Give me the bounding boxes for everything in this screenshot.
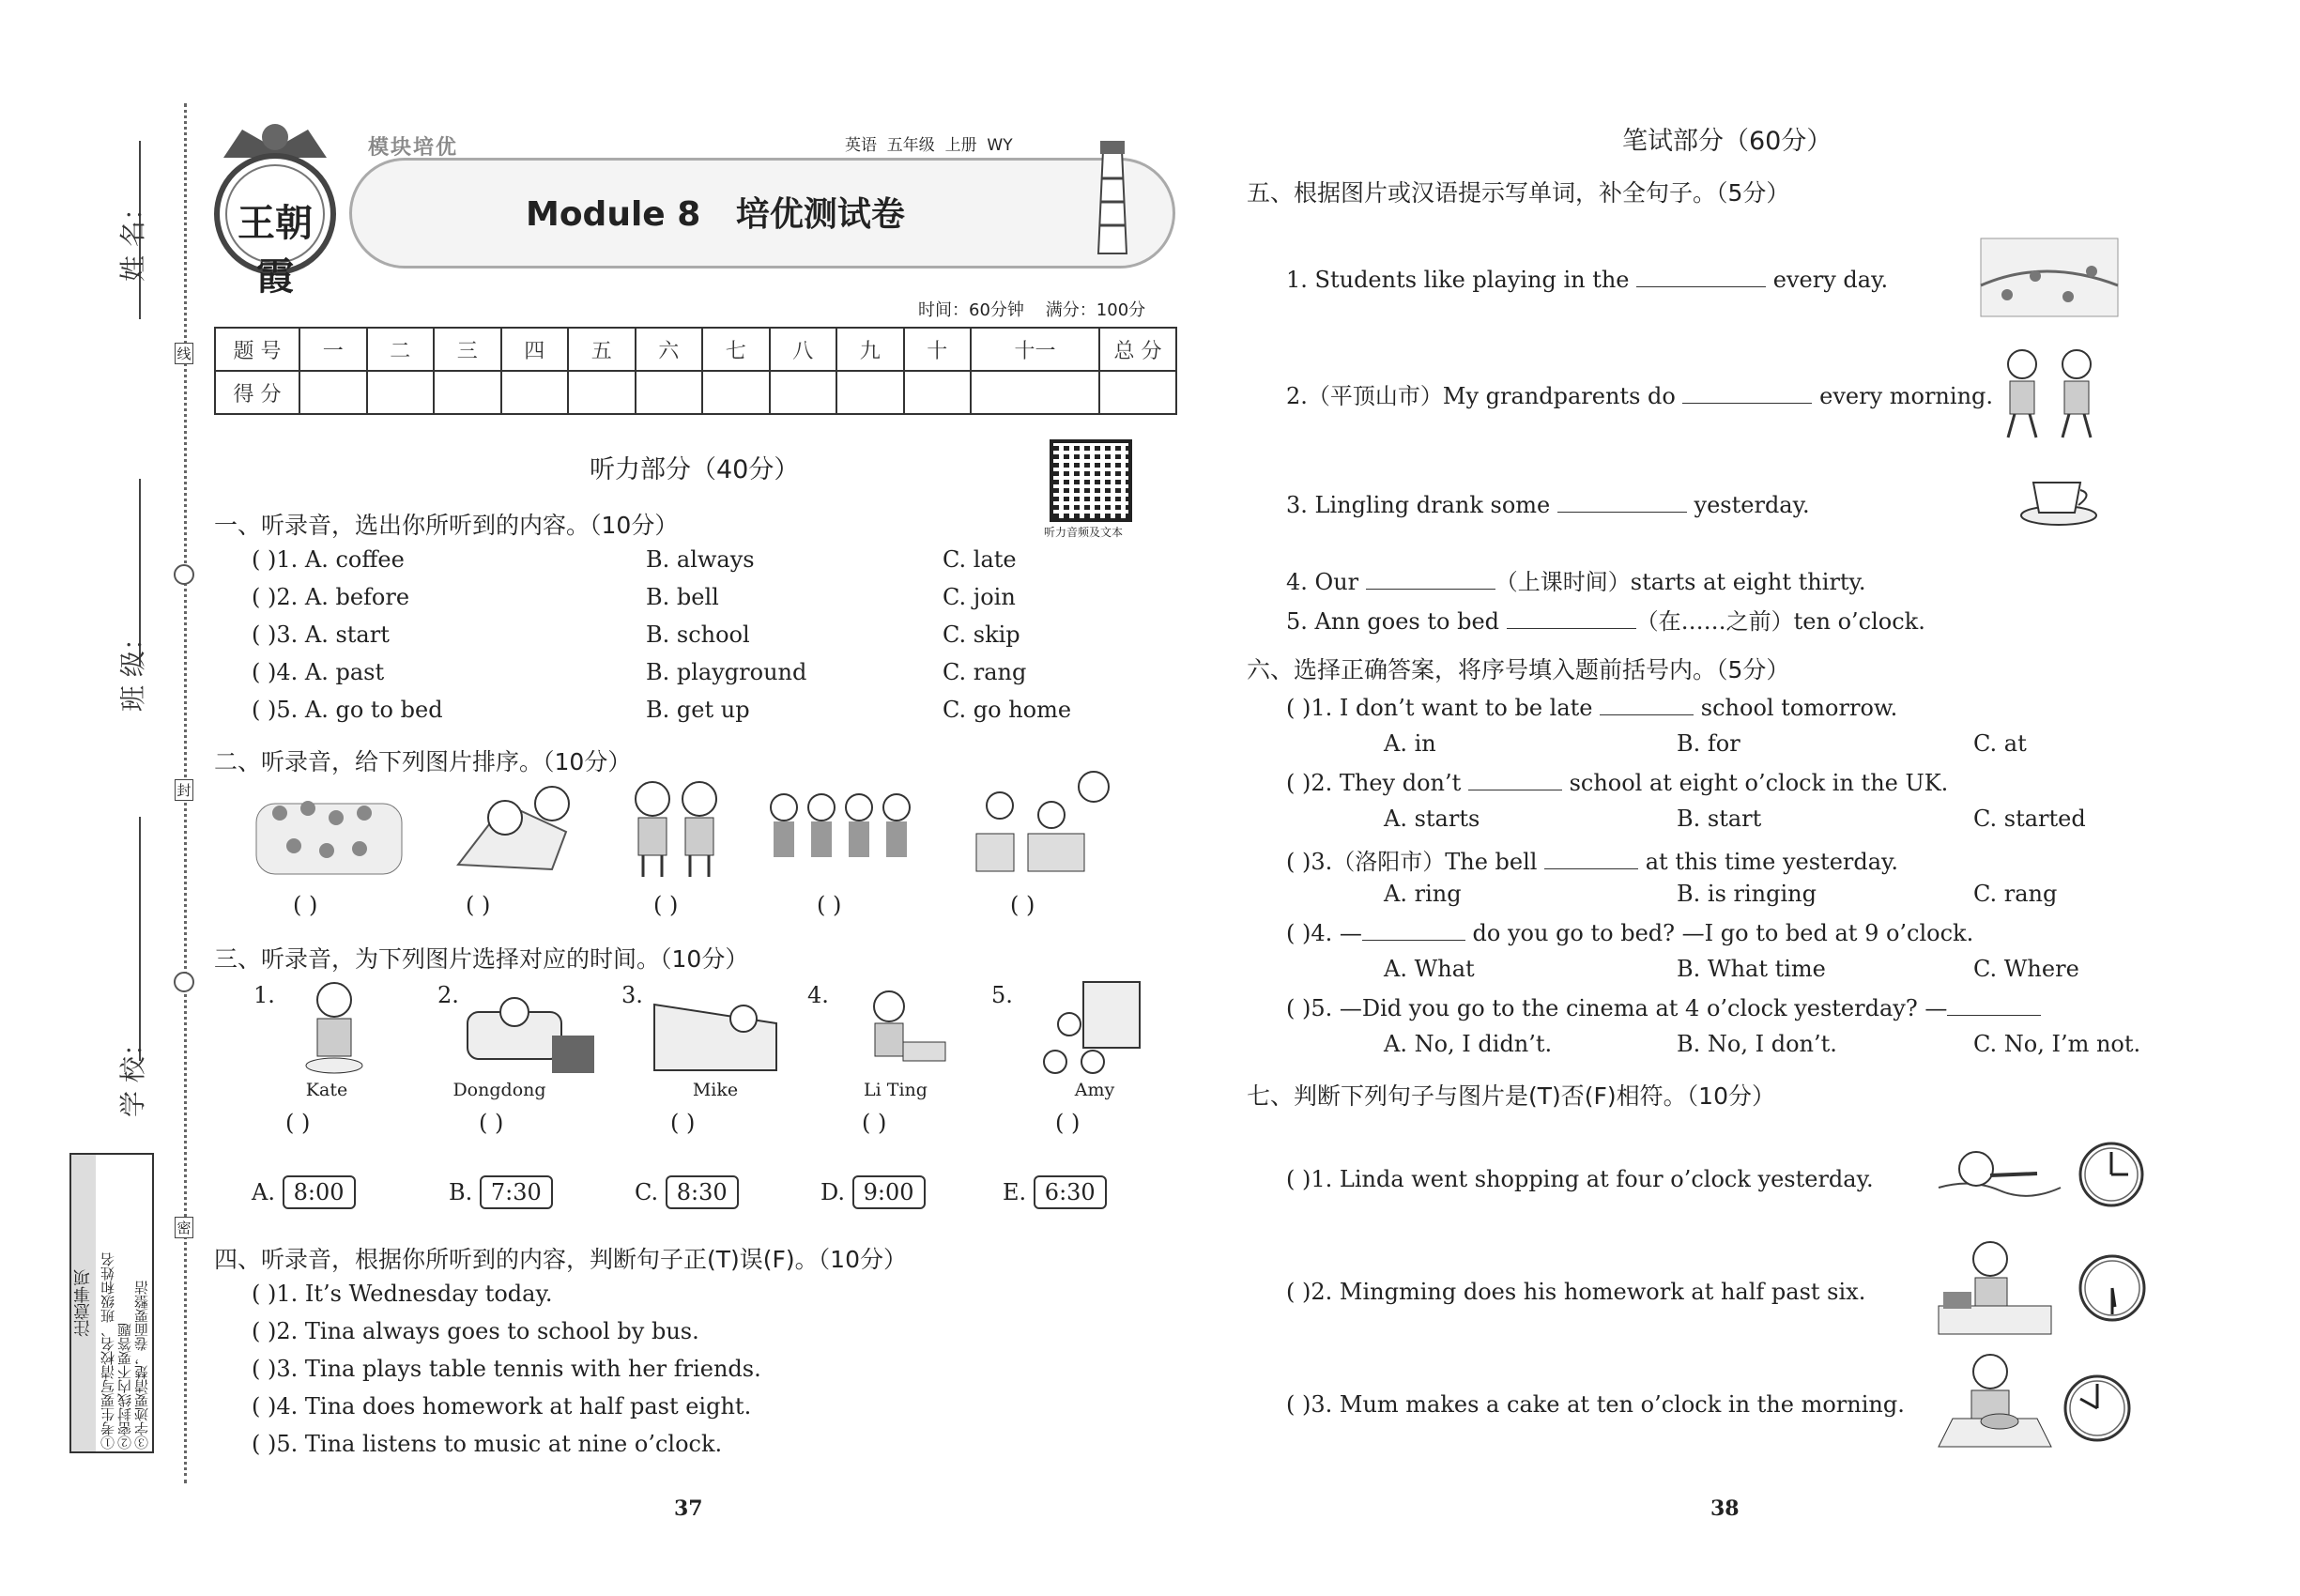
school-label: 学 校： — [117, 1030, 148, 1117]
s1-item-5-c: C. go home — [943, 697, 1072, 723]
s3-option-d — [820, 1175, 926, 1209]
s6-q4-post: do you go to bed? —I go to bed at 9 o’clock. — [1472, 920, 1974, 946]
s6-q3 — [1286, 843, 1898, 876]
score-cell: 二 — [367, 328, 435, 371]
s3-option-e — [1003, 1175, 1107, 1209]
s3-option-a — [252, 1175, 356, 1209]
score-input[interactable] — [971, 371, 1099, 414]
s6-q1-pre[interactable]: ( )1. I don’t want to be late — [1286, 695, 1593, 721]
s5-blank-1[interactable] — [1636, 265, 1766, 287]
section-2-title: 二、听录音，给下列图片排序。（10分） — [214, 748, 632, 775]
s3-num-3: 3. — [621, 982, 643, 1008]
s5-picture-exercises — [1994, 345, 2107, 439]
lighthouse-icon — [1080, 131, 1145, 263]
s2-answer-1[interactable]: ( ) — [293, 892, 318, 918]
s5-item-5-pre: 5. Ann goes to bed — [1286, 608, 1500, 635]
brand-logo — [205, 120, 345, 299]
score-input[interactable] — [367, 371, 435, 414]
s3-option-c-label: C. — [635, 1179, 659, 1205]
s4-item-2[interactable]: ( )2. Tina always goes to school by bus. — [252, 1318, 699, 1344]
s3-option-b-label: B. — [449, 1179, 473, 1205]
s2-answer-4[interactable]: ( ) — [817, 892, 842, 918]
s5-item-1 — [1286, 265, 1888, 293]
s2-answer-3[interactable]: ( ) — [653, 892, 679, 918]
section-5-title: 五、根据图片或汉语提示写单词，补全句子。（5分） — [1247, 179, 1790, 207]
score-cell: 五 — [568, 328, 636, 371]
s3-answer-3[interactable]: ( ) — [670, 1110, 696, 1136]
qr-code[interactable] — [1050, 439, 1132, 522]
score-input[interactable] — [1099, 371, 1176, 414]
s1-item-4-b: B. playground — [646, 659, 807, 685]
listening-title: 听力部分（40分） — [590, 455, 800, 484]
s3-time-d: 9:00 — [852, 1175, 926, 1209]
page-number-right: 38 — [1710, 1496, 1740, 1521]
s6-q2-b: B. start — [1677, 806, 1762, 832]
s3-time-c: 8:30 — [666, 1175, 739, 1209]
score-input[interactable] — [434, 371, 501, 414]
binding-mark-seal: 封 — [175, 779, 193, 801]
s4-item-4[interactable]: ( )4. Tina does homework at half past eight. — [252, 1393, 752, 1420]
s7-clock-1-icon — [2077, 1140, 2146, 1209]
s3-num-2: 2. — [437, 982, 459, 1008]
notice-item: ③字迹要清楚，卷面要整洁 — [133, 1281, 150, 1450]
s2-picture-3 — [620, 775, 732, 879]
s6-blank-3[interactable] — [1544, 847, 1638, 869]
s5-item-4-post: （上课时间）starts at eight thirty. — [1495, 569, 1866, 595]
s7-picture-cake — [1934, 1348, 2056, 1451]
s1-item-5-b: B. get up — [646, 697, 750, 723]
school-line — [139, 817, 141, 1061]
s5-blank-2[interactable] — [1682, 381, 1812, 404]
s6-q5-b: B. No, I don’t. — [1677, 1031, 1837, 1057]
s1-item-4-a[interactable]: ( )4. A. past — [252, 659, 385, 685]
s5-picture-playground — [1979, 229, 2120, 318]
s6-q5-pre[interactable]: ( )5. —Did you go to the cinema at 4 o’clock yesterday? — — [1286, 995, 1948, 1021]
score-cell: 三 — [434, 328, 501, 371]
s3-num-4: 4. — [807, 982, 829, 1008]
s7-picture-homework — [1934, 1235, 2056, 1339]
s5-item-4 — [1286, 563, 1866, 596]
s7-clock-2-icon — [2077, 1252, 2148, 1324]
s6-q4-a: A. What — [1384, 956, 1475, 982]
s6-q1-a: A. in — [1384, 730, 1436, 757]
s6-q1-b: B. for — [1677, 730, 1740, 757]
name-label: 姓 名： — [117, 194, 148, 282]
s5-blank-4[interactable] — [1366, 567, 1495, 590]
s4-item-3[interactable]: ( )3. Tina plays table tennis with her friends. — [252, 1356, 761, 1382]
s7-item-2[interactable]: ( )2. Mingming does his homework at half past six. — [1286, 1279, 1866, 1305]
s6-q3-b: B. is ringing — [1677, 881, 1817, 907]
s6-q2-c: C. started — [1973, 806, 2086, 832]
s3-time-a: 8:00 — [283, 1175, 356, 1209]
s1-item-3-b: B. school — [646, 622, 750, 648]
binding-hole-1 — [174, 564, 194, 585]
s3-name-amy: Amy — [1074, 1080, 1115, 1100]
score-table-header — [215, 328, 1176, 371]
s3-option-a-label: A. — [252, 1179, 275, 1205]
s3-name-dongdong: Dongdong — [452, 1080, 546, 1100]
score-input[interactable] — [636, 371, 703, 414]
score-input[interactable] — [904, 371, 972, 414]
s6-q1 — [1286, 693, 1897, 721]
s2-picture-5 — [972, 768, 1122, 879]
score-cell: 一 — [299, 328, 367, 371]
binding-mark-dense: 密 — [175, 1217, 193, 1238]
s3-name-mike: Mike — [692, 1080, 739, 1100]
s5-item-5-post: （在……之前）ten o’clock. — [1635, 608, 1925, 635]
s4-item-5[interactable]: ( )5. Tina listens to music at nine o’clock. — [252, 1431, 723, 1457]
page-title: Module 8 培优测试卷 — [526, 195, 905, 234]
score-input[interactable] — [501, 371, 569, 414]
s2-picture-4 — [760, 789, 920, 882]
banner-tag: 模块培优 — [368, 136, 459, 160]
s5-item-3-pre: 3. Lingling drank some — [1286, 492, 1551, 518]
score-cell: 八 — [770, 328, 837, 371]
s3-option-c — [635, 1175, 739, 1209]
score-input[interactable] — [770, 371, 837, 414]
s6-q5 — [1286, 993, 2041, 1021]
s3-option-e-label: E. — [1003, 1179, 1027, 1205]
score-cell: 七 — [702, 328, 770, 371]
binding-hole-2 — [174, 972, 194, 992]
s1-item-1-c: C. late — [943, 546, 1017, 573]
score-input[interactable] — [836, 371, 904, 414]
s1-item-4-c: C. rang — [943, 659, 1027, 685]
s5-item-2-post: every morning. — [1819, 383, 1994, 409]
book-meta: 英语 五年级 上册 WY — [845, 136, 1013, 155]
s3-num-1: 1. — [253, 982, 275, 1008]
s3-picture-kate — [297, 976, 372, 1080]
s6-q4 — [1286, 918, 1973, 946]
s6-q5-a: A. No, I didn’t. — [1384, 1031, 1553, 1057]
s5-item-4-pre: 4. Our — [1286, 569, 1359, 595]
s5-picture-tea-cup — [2016, 464, 2101, 529]
s3-answer-4[interactable]: ( ) — [862, 1110, 887, 1136]
s5-item-1-post: every day. — [1772, 267, 1889, 293]
s1-item-2-a[interactable]: ( )2. A. before — [252, 584, 410, 610]
s5-blank-3[interactable] — [1557, 490, 1687, 513]
score-table — [214, 327, 1177, 415]
s7-item-1[interactable]: ( )1. Linda went shopping at four o’clock yesterday. — [1286, 1166, 1874, 1192]
page-number-left: 37 — [674, 1496, 703, 1521]
s2-answer-2[interactable]: ( ) — [466, 892, 491, 918]
s3-time-b: 7:30 — [480, 1175, 553, 1209]
s6-q1-post: school tomorrow. — [1700, 695, 1898, 721]
s3-picture-dongdong — [458, 984, 599, 1078]
score-cell: 题 号 — [215, 328, 299, 371]
brand-name: 王朝霞 — [238, 201, 313, 299]
section-3-title: 三、听录音，为下列图片选择对应的时间。（10分） — [214, 945, 749, 973]
s3-picture-amy — [1018, 973, 1158, 1076]
s5-item-3 — [1286, 490, 1810, 518]
s3-picture-liting — [856, 986, 950, 1075]
s5-item-2 — [1286, 377, 1993, 410]
s1-item-5-a[interactable]: ( )5. A. go to bed — [252, 697, 443, 723]
s6-q4-c: C. Where — [1973, 956, 2079, 982]
s5-blank-5[interactable] — [1507, 606, 1636, 629]
section-4-title: 四、听录音，根据你所听到的内容，判断句子正(T)误(F)。（10分） — [214, 1246, 907, 1273]
score-cell: 十一 — [971, 328, 1099, 371]
s2-answer-5[interactable]: ( ) — [1010, 892, 1035, 918]
section-1-title: 一、听录音，选出你所听到的内容。（10分） — [214, 512, 679, 539]
s3-answer-5[interactable]: ( ) — [1055, 1110, 1081, 1136]
s5-item-5 — [1286, 603, 1925, 636]
section-7-title: 七、判断下列句子与图片是(T)否(F)相符。（10分） — [1247, 1082, 1775, 1110]
score-input[interactable] — [568, 371, 636, 414]
s3-num-5: 5. — [991, 982, 1013, 1008]
score-cell: 九 — [836, 328, 904, 371]
score-cell: 十 — [904, 328, 972, 371]
score-cell: 总 分 — [1099, 328, 1176, 371]
s6-q3-post: at this time yesterday. — [1645, 849, 1899, 875]
s6-q3-a: A. ring — [1384, 881, 1462, 907]
s2-picture-2 — [449, 775, 571, 879]
time-info: 时间：60分钟 满分：100分 — [918, 300, 1146, 320]
lighthouse — [1080, 131, 1145, 263]
s1-item-2-b: B. bell — [646, 584, 719, 610]
score-cell: 得 分 — [215, 371, 299, 414]
s3-picture-mike — [650, 986, 781, 1075]
s1-item-1-a[interactable]: ( )1. A. coffee — [252, 546, 405, 573]
s3-time-e: 6:30 — [1034, 1175, 1107, 1209]
s7-item-3[interactable]: ( )3. Mum makes a cake at ten o’clock in the morning. — [1286, 1391, 1905, 1418]
s6-q2 — [1286, 768, 1948, 796]
s5-item-1-pre: 1. Students like playing in the — [1286, 267, 1630, 293]
s6-q2-pre[interactable]: ( )2. They don’t — [1286, 770, 1462, 796]
s7-picture-swimming — [1934, 1136, 2065, 1211]
s7-clock-3-icon — [2062, 1373, 2133, 1444]
s6-blank-1[interactable] — [1600, 693, 1694, 715]
s3-name-kate: Kate — [305, 1080, 348, 1100]
s4-item-1[interactable]: ( )1. It’s Wednesday today. — [252, 1281, 553, 1307]
s3-answer-1[interactable]: ( ) — [285, 1110, 311, 1136]
s3-option-d-label: D. — [820, 1179, 846, 1205]
s6-q3-c: C. rang — [1973, 881, 2058, 907]
s3-option-b — [449, 1175, 553, 1209]
score-input[interactable] — [702, 371, 770, 414]
notice-title: 注意事项 — [71, 1155, 96, 1451]
s6-q4-pre[interactable]: ( )4. — — [1286, 920, 1362, 946]
s3-answer-2[interactable]: ( ) — [479, 1110, 504, 1136]
score-cell: 六 — [636, 328, 703, 371]
binding-mark-line: 线 — [175, 343, 193, 364]
notice-items — [100, 1159, 152, 1450]
qr-caption: 听力音频及文本 — [1044, 526, 1124, 539]
s5-item-3-post: yesterday. — [1694, 492, 1810, 518]
s1-item-2-c: C. join — [943, 584, 1016, 610]
s6-q1-c: C. at — [1973, 730, 2027, 757]
notice-box — [69, 1153, 154, 1453]
score-table-row — [215, 371, 1176, 414]
s6-q2-post: school at eight o’clock in the UK. — [1569, 770, 1949, 796]
s6-blank-2[interactable] — [1468, 768, 1562, 790]
s5-item-2-pre: 2.（平顶山市）My grandparents do — [1286, 383, 1676, 409]
class-label: 班 级： — [117, 624, 148, 712]
s6-blank-5[interactable] — [1947, 993, 2041, 1016]
s6-blank-4[interactable] — [1362, 918, 1465, 941]
s1-item-3-a[interactable]: ( )3. A. start — [252, 622, 390, 648]
s2-picture-1 — [252, 775, 406, 879]
section-6-title: 六、选择正确答案，将序号填入题前括号内。（5分） — [1247, 656, 1790, 683]
notice-item: ①考生要写清校名、班级和姓名 — [100, 1252, 116, 1450]
notice-item: ②密封线内不要答题 — [116, 1323, 133, 1450]
writing-title: 笔试部分（60分） — [1622, 127, 1832, 156]
s3-name-liting: Li Ting — [864, 1080, 928, 1100]
s6-q3-pre[interactable]: ( )3.（洛阳市）The bell — [1286, 849, 1538, 875]
s6-q5-c: C. No, I’m not. — [1973, 1031, 2141, 1057]
s1-item-3-c: C. skip — [943, 622, 1020, 648]
score-input[interactable] — [299, 371, 367, 414]
s6-q4-b: B. What time — [1677, 956, 1826, 982]
s6-q2-a: A. starts — [1384, 806, 1480, 832]
score-cell: 四 — [501, 328, 569, 371]
s1-item-1-b: B. always — [646, 546, 755, 573]
